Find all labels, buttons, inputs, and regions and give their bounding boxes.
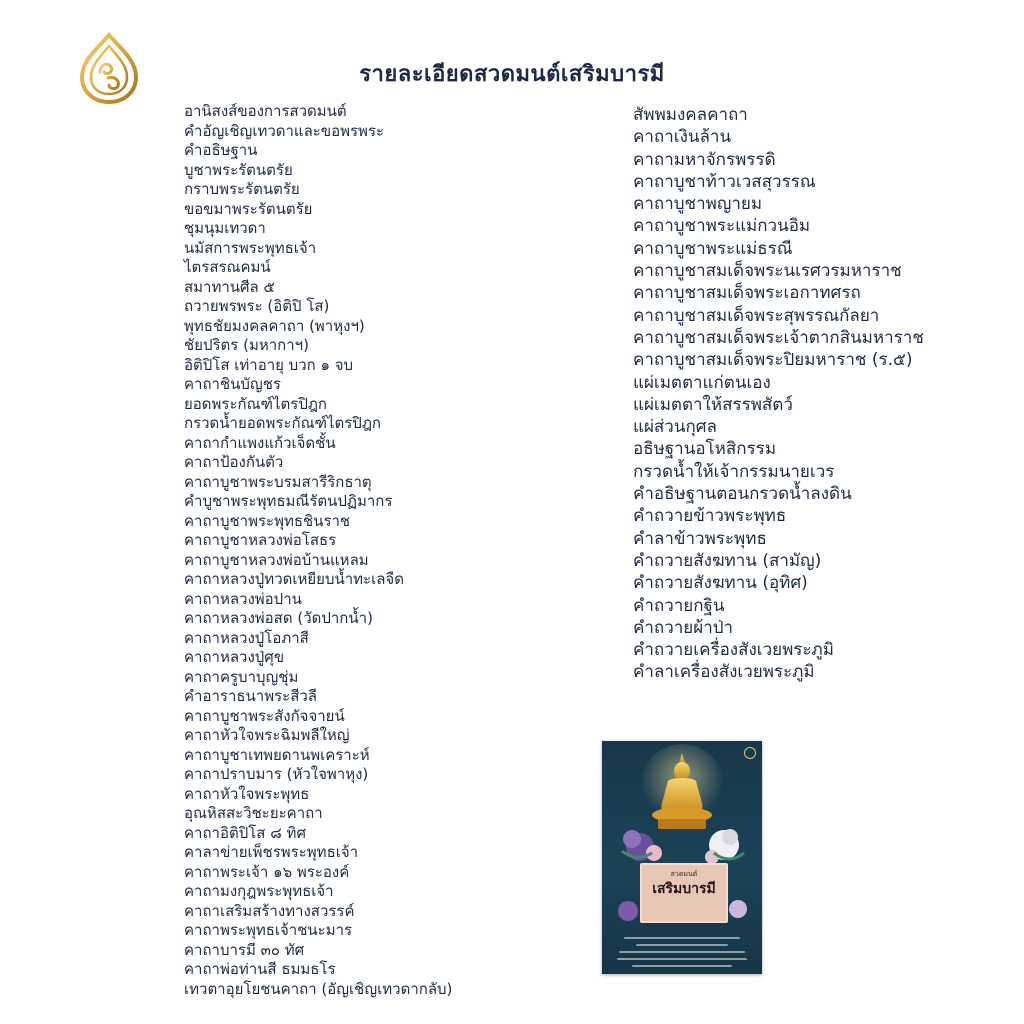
list-item: คาถาหลวงพ่อสด (วัดปากน้ำ) xyxy=(184,609,373,627)
list-item: อิติปิโส เท่าอายุ บวก ๑ จบ xyxy=(184,355,354,374)
list-item: นมัสการพระพุทธเจ้า xyxy=(184,238,317,257)
book-description-lines xyxy=(610,937,754,972)
list-item: คาถาบารมี ๓๐ ทัศ xyxy=(184,940,305,959)
list-item: แผ่เมตตาแก่ตนเอง xyxy=(633,372,771,393)
list-item: คาถากำแพงแก้วเจ็ดชั้น xyxy=(184,433,336,452)
list-item: คาถาบูชาพระแม่ธรณี xyxy=(633,238,793,259)
list-item: คำถวายสังฆทาน (สามัญ) xyxy=(633,550,822,571)
list-item: คำบูชาพระพุทธมณีรัตนปฏิมากร xyxy=(184,492,393,510)
list-item: คำลาข้าวพระพุทธ xyxy=(633,528,767,549)
list-item: คำถวายผ้าป่า xyxy=(633,617,734,638)
list-item: สมาทานศีล ๕ xyxy=(184,277,275,296)
list-item: ยอดพระกัณฑ์ไตรปิฎก xyxy=(184,394,328,413)
list-item: ชุมนุมเทวดา xyxy=(184,219,266,237)
list-item: กราบพระรัตนตรัย xyxy=(184,180,300,198)
list-item: บูชาพระรัตนตรัย xyxy=(184,160,293,179)
list-item: คำอธิษฐาน xyxy=(184,141,258,159)
left-chant-list xyxy=(184,102,452,999)
list-item: คาถาบูชาพญายม xyxy=(633,194,763,215)
list-item: คาถาบูชาหลวงพ่อบ้านแหลม xyxy=(184,550,369,569)
list-item: คาถาหลวงปู่ศุข xyxy=(184,648,285,666)
book-subtitle-placeholder xyxy=(642,899,726,904)
list-item: กรวดน้ำให้เจ้ากรรมนายเวร xyxy=(633,461,835,482)
list-item: คาถาครูบาบุญชุ่ม xyxy=(184,667,299,686)
list-item: คาถาพ่อท่านสี ธมมธโร xyxy=(184,960,336,978)
list-item: คาถาอิติปิโส ๘ ทิศ xyxy=(184,823,306,842)
list-item: คาถาพระพุทธเจ้าชนะมาร xyxy=(184,921,353,939)
list-item: คาถาบูชาพระแม่กวนอิม xyxy=(633,216,811,237)
book-title-plaque xyxy=(640,863,728,923)
list-item: อานิสงส์ของการสวดมนต์ xyxy=(184,102,347,120)
list-item: ขอขมาพระรัตนตรัย xyxy=(184,199,313,218)
list-item: สัพพมงคลคาถา xyxy=(633,105,748,125)
list-item: คำลาเครื่องสังเวยพระภูมิ xyxy=(633,662,815,683)
list-item: คาถาบูชาสมเด็จพระเอกาทศรถ xyxy=(633,283,861,304)
list-item: อธิษฐานอโหสิกรรม xyxy=(633,439,777,460)
list-item: คาถาปราบมาร (หัวใจพาหุง) xyxy=(184,765,369,783)
list-item: คาถาบูชาเทพยดานพเคราะห์ xyxy=(184,745,370,764)
list-item: คาถาบูชาหลวงพ่อโสธร xyxy=(184,531,337,549)
list-item: คาถาหลวงพ่อปาน xyxy=(184,589,302,608)
list-item: คาถาหลวงปู่ทวดเหยียบน้ำทะเลจืด xyxy=(184,570,404,588)
list-item: คาถาบูชาท้าวเวสสุวรรณ xyxy=(633,171,816,192)
list-item: คำอัญเชิญเทวดาและขอพรพระ xyxy=(184,121,385,140)
list-item: คำอธิษฐานตอนกรวดน้ำลงดิน xyxy=(633,484,852,505)
list-item: คาถาหัวใจพระพุทธ xyxy=(184,784,310,803)
list-item: คาถาบูชาสมเด็จพระปิยมหาราช (ร.๕) xyxy=(633,350,913,371)
list-item: เทวตาอุยโยชนคาถา (อัญเชิญเทวดากลับ) xyxy=(184,979,453,998)
list-item: คาถาบูชาสมเด็จพระสุพรรณกัลยา xyxy=(633,305,880,326)
list-item: ไตรสรณคมน์ xyxy=(184,258,271,276)
list-item: คาถามงกุฎพระพุทธเจ้า xyxy=(184,882,334,900)
list-item: คาถาบูชาสมเด็จพระนเรศวรมหาราช xyxy=(633,261,902,282)
right-chant-list xyxy=(633,104,924,684)
list-item: พุทธชัยมงคลคาถา (พาหุงฯ) xyxy=(184,316,365,335)
list-item: กรวดน้ำยอดพระกัณฑ์ไตรปิฎก xyxy=(184,414,381,432)
list-item: คาถาบูชาพระพุทธชินราช xyxy=(184,511,351,530)
list-item: คาถาหัวใจพระฉิมพลีใหญ่ xyxy=(184,726,350,744)
list-item: คาถาเงินล้าน xyxy=(633,127,732,148)
list-item: คำอาราธนาพระสีวลี xyxy=(184,687,317,705)
list-item: ถวายพรพระ (อิติปิ โส) xyxy=(184,297,330,315)
list-item: คาถาเสริมสร้างทางสวรรค์ xyxy=(184,901,355,920)
list-item: คาถาพระเจ้า ๑๖ พระองค์ xyxy=(184,862,350,881)
list-item: คาถาป้องกันตัว xyxy=(184,453,284,471)
list-item: คำถวายสังฆทาน (อุทิศ) xyxy=(633,573,808,594)
book-cover xyxy=(602,741,762,974)
list-item: คำถวายเครื่องสังเวยพระภูมิ xyxy=(633,640,834,661)
list-item: คาลาข่ายเพ็ชรพระพุทธเจ้า xyxy=(184,843,359,861)
list-item: อุณหิสสะวิชะยะคาถา xyxy=(184,804,323,822)
list-item: คาถามหาจักรพรรดิ xyxy=(633,149,776,170)
page-title: รายละเอียดสวดมนต์เสริมบารมี xyxy=(359,62,665,87)
book-small-title: สวดมนต์ xyxy=(670,870,698,878)
list-item: คาถาบูชาสมเด็จพระเจ้าตากสินมหาราช xyxy=(633,327,924,348)
list-item: คาถาบูชาพระบรมสารีริกธาตุ xyxy=(184,472,372,491)
list-item: แผ่ส่วนกุศล xyxy=(633,417,717,438)
list-item: ชัยปริตร (มหากาฯ) xyxy=(184,336,309,354)
book-big-title: เสริมบารมี xyxy=(652,881,716,897)
list-item: คาถาชินบัญชร xyxy=(184,375,281,393)
list-item: แผ่เมตตาให้สรรพสัตว์ xyxy=(633,394,793,415)
list-item: คำถวายกฐิน xyxy=(633,595,725,616)
list-item: คาถาบูชาพระสังกัจจายน์ xyxy=(184,706,345,725)
list-item: คำถวายข้าวพระพุทธ xyxy=(633,506,787,527)
list-item: คาถาหลวงปู่โอภาสี xyxy=(184,628,309,647)
